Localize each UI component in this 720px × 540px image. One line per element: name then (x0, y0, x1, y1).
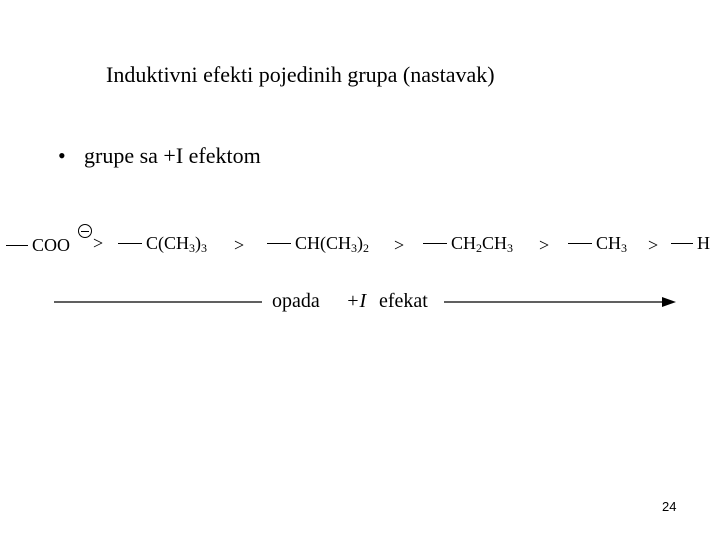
arrow-head (662, 297, 676, 307)
group-label-tail: CH (482, 233, 508, 253)
gt-sign: > (93, 233, 104, 253)
group-label: CH(CH (295, 233, 352, 253)
subscript: 3 (201, 241, 208, 255)
group-label-tail: ) (357, 233, 364, 253)
bullet-marker: • (58, 143, 66, 168)
gt-sign: > (539, 235, 550, 255)
subscript: 2 (476, 241, 483, 255)
group-label: CH (451, 233, 477, 253)
group-label-tail: ) (195, 233, 202, 253)
subscript: 3 (351, 241, 358, 255)
trend-label-effect: +I (346, 290, 367, 312)
subscript: 3 (189, 241, 196, 255)
group-label: CH (596, 233, 622, 253)
page-number: 24 (662, 499, 677, 514)
group-label: H (697, 233, 710, 253)
gt-sign: > (648, 235, 659, 255)
bullet-text: grupe sa +I efektom (84, 143, 261, 168)
group-label: C(CH (146, 233, 190, 253)
group-label: COO (32, 235, 71, 255)
trend-label-tail: efekat (379, 290, 428, 312)
page-title: Induktivni efekti pojedinih grupa (nastavak) (106, 62, 495, 87)
gt-sign: > (234, 235, 245, 255)
subscript: 3 (621, 241, 628, 255)
gt-sign: > (394, 235, 405, 255)
subscript: 3 (507, 241, 514, 255)
trend-label-word: opada (272, 290, 320, 312)
subscript: 2 (363, 241, 370, 255)
